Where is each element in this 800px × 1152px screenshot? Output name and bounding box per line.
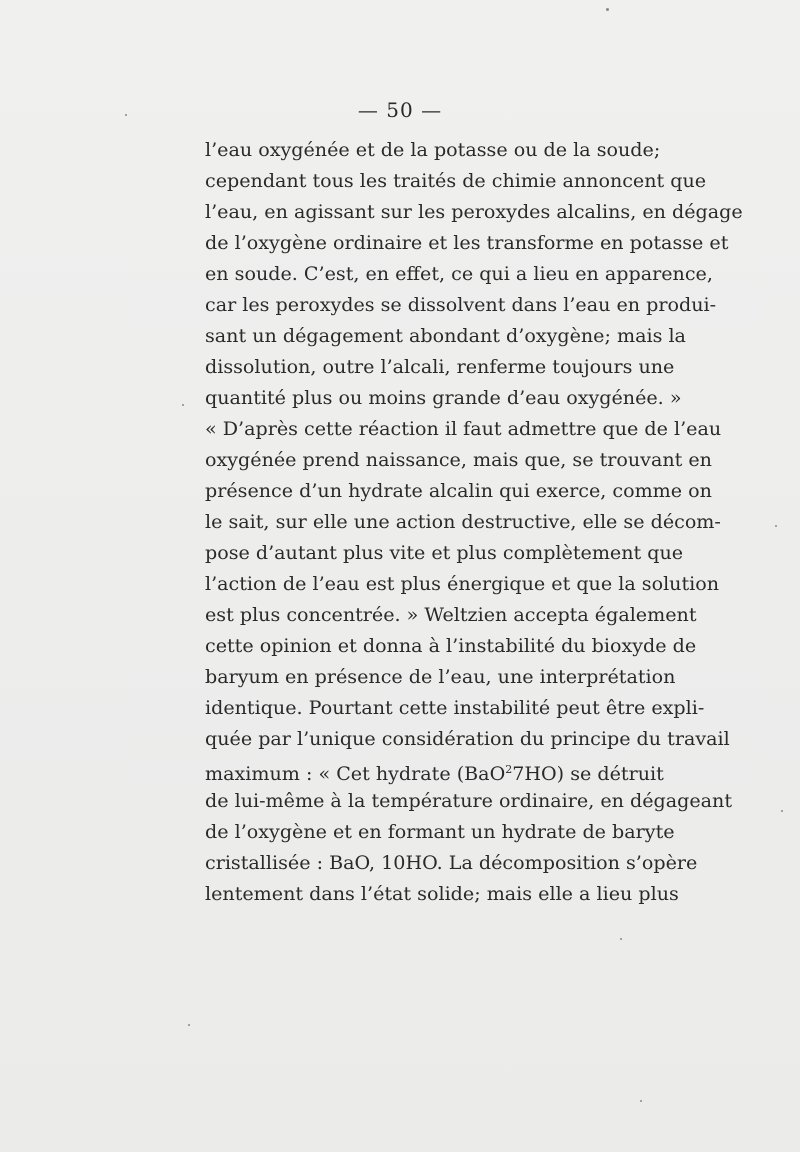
text-line: cette opinion et donna à l’instabilité du bioxyde de xyxy=(205,634,697,657)
paper-speck xyxy=(620,938,622,940)
text-line: de l’oxygène ordinaire et les transforme en potasse et xyxy=(205,231,729,254)
text-line: de l’oxygène et en formant un hydrate de baryte xyxy=(205,820,675,843)
text-line: présence d’un hydrate alcalin qui exerce, comme on xyxy=(205,479,712,502)
page-number: — 50 — xyxy=(357,98,443,122)
paper-speck xyxy=(188,1024,190,1026)
paper-speck xyxy=(606,8,609,11)
text-line: pose d’autant plus vite et plus complètement que xyxy=(205,541,684,564)
text-line: cristallisée : BaO, 10HO. La décomposition s’opère xyxy=(205,851,698,874)
text-line: oxygénée prend naissance, mais que, se trouvant en xyxy=(205,448,712,471)
formula-line xyxy=(205,754,664,785)
paper-speck xyxy=(775,525,777,527)
text-line: dissolution, outre l’alcali, renferme toujours une xyxy=(205,355,675,378)
text-line: le sait, sur elle une action destructive, elle se décom- xyxy=(205,510,721,533)
text-line: sant un dégagement abondant d’oxygène; mais la xyxy=(205,324,686,347)
paper-speck xyxy=(125,114,127,116)
text-line: cependant tous les traités de chimie annoncent que xyxy=(205,169,707,192)
text-line: « D’après cette réaction il faut admettre que de l’eau xyxy=(205,417,722,440)
formula-text-after: 7HO) se détruit xyxy=(512,762,664,785)
text-line: l’action de l’eau est plus énergique et que la solution xyxy=(205,572,720,595)
text-line: baryum en présence de l’eau, une interprétation xyxy=(205,665,676,688)
paper-speck xyxy=(781,810,783,812)
text-line: l’eau, en agissant sur les peroxydes alcalins, en dégage xyxy=(205,200,743,223)
formula-superscript: 2 xyxy=(505,763,513,776)
body-text xyxy=(205,134,743,909)
text-line: quée par l’unique considération du principe du travail xyxy=(205,727,730,750)
text-line: l’eau oxygénée et de la potasse ou de la soude; xyxy=(205,138,661,161)
text-line: lentement dans l’état solide; mais elle a lieu plus xyxy=(205,882,679,905)
text-line: identique. Pourtant cette instabilité peut être expli- xyxy=(205,696,705,719)
text-line: quantité plus ou moins grande d’eau oxygénée. » xyxy=(205,386,682,409)
text-line: en soude. C’est, en effet, ce qui a lieu en apparence, xyxy=(205,262,713,285)
paper-speck xyxy=(640,1100,642,1102)
text-line: est plus concentrée. » Weltzien accepta également xyxy=(205,603,697,626)
text-line: de lui-même à la température ordinaire, en dégageant xyxy=(205,789,732,812)
formula-text-before: maximum : « Cet hydrate (BaO xyxy=(205,762,506,785)
paper-speck xyxy=(182,404,184,406)
text-line: car les peroxydes se dissolvent dans l’eau en produi- xyxy=(205,293,717,316)
